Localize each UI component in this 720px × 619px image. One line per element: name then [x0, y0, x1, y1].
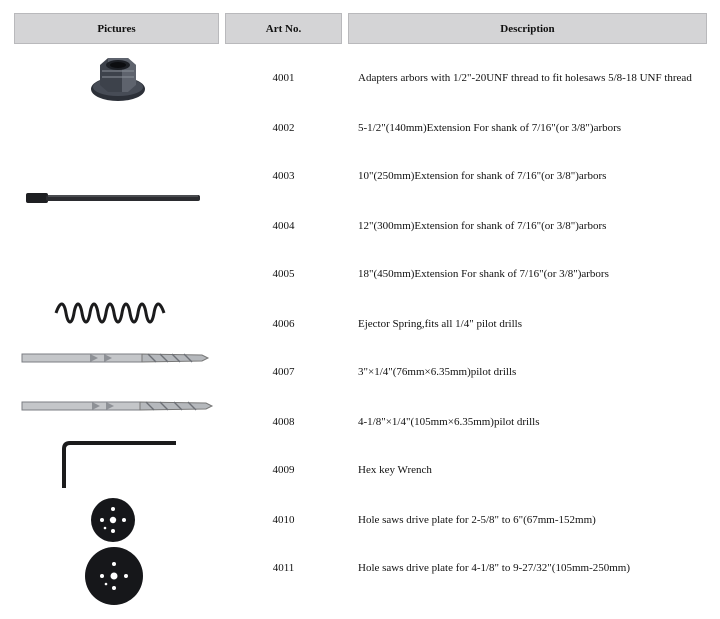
- pilot-drill-4in-image: [20, 398, 214, 414]
- table-row-4003: [0, 166, 720, 186]
- header-art-no: Art No.: [225, 13, 342, 44]
- hex-key-wrench-image: [56, 438, 182, 492]
- description: 5-1/2"(140mm)Extension For shank of 7/16"(or 3/8")arbors: [358, 122, 622, 134]
- art-number: 4002: [272, 122, 295, 134]
- art-number: 4006: [272, 318, 295, 330]
- pilot-drill-3in-image: [20, 350, 210, 366]
- header-description: Description: [348, 13, 707, 44]
- description: Ejector Spring,fits all 1/4" pilot drills: [358, 318, 522, 330]
- art-number: 4003: [272, 170, 295, 182]
- art-number: 4007: [272, 366, 295, 378]
- table-row-4005: [0, 264, 720, 284]
- description: 3"×1/4"(76mm×6.35mm)pilot drills: [358, 366, 517, 378]
- table-row-4004: [0, 216, 720, 236]
- art-number: 4010: [272, 514, 295, 526]
- ejector-spring-image: [52, 299, 168, 327]
- art-number: 4008: [272, 416, 295, 428]
- table-row-4008: [0, 412, 720, 432]
- description: 10"(250mm)Extension for shank of 7/16"(or 3/8")arbors: [358, 170, 607, 182]
- adapter-nut-image: [88, 55, 148, 105]
- drive-plate-large-image: [84, 546, 144, 606]
- description: 4-1/8"×1/4"(105mm×6.35mm)pilot drills: [358, 416, 540, 428]
- description: 12"(300mm)Extension for shank of 7/16"(or 3/8")arbors: [358, 220, 607, 232]
- description: Hex key Wrench: [358, 464, 432, 476]
- drive-plate-small-image: [90, 497, 136, 543]
- description: 18"(450mm)Extension For shank of 7/16"(or 3/8")arbors: [358, 268, 609, 280]
- description: Adapters arbors with 1/2"-20UNF thread to fit holesaws 5/8-18 UNF thread: [358, 72, 692, 84]
- art-number: 4009: [272, 464, 295, 476]
- header-pictures: Pictures: [14, 13, 219, 44]
- description: Hole saws drive plate for 4-1/8" to 9-27/32"(105mm-250mm): [358, 562, 631, 574]
- art-number: 4004: [272, 220, 295, 232]
- table-row-4002: [0, 118, 720, 138]
- art-number: 4011: [272, 562, 295, 574]
- art-number: 4005: [272, 268, 295, 280]
- extension-rod-image: [24, 190, 204, 206]
- art-number: 4001: [272, 72, 295, 84]
- description: Hole saws drive plate for 2-5/8" to 6"(67mm-152mm): [358, 514, 596, 526]
